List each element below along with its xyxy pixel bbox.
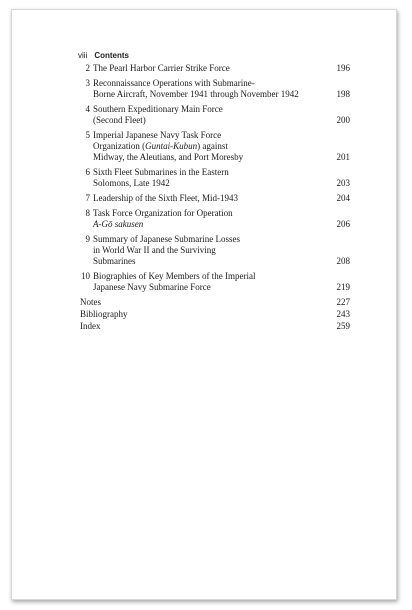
toc-entry xyxy=(80,167,350,190)
running-header xyxy=(78,51,129,60)
entry-page: 208 xyxy=(336,256,350,267)
toc-entry xyxy=(80,234,350,268)
entry-title: in World War II and the Surviving xyxy=(93,244,216,255)
entry-page: 219 xyxy=(336,282,350,293)
toc-entry xyxy=(80,193,350,204)
toc-entry xyxy=(80,309,350,320)
entry-title: Biographies of Key Members of the Imperial xyxy=(93,270,256,281)
entry-title: Midway, the Aleutians, and Port Moresby xyxy=(93,152,244,163)
entry-page: 243 xyxy=(336,308,350,319)
entry-number: 8 xyxy=(85,207,90,218)
page-title: Contents xyxy=(94,51,130,60)
entry-title: A-Gō sakusen xyxy=(93,218,144,229)
toc-entry xyxy=(80,63,350,74)
toc-entry xyxy=(80,130,350,164)
entry-title: Bibliography xyxy=(80,308,128,319)
toc-entry xyxy=(80,297,350,308)
entry-page: 200 xyxy=(336,114,350,125)
entry-page: 227 xyxy=(336,296,350,307)
entry-title: Solomons, Late 1942 xyxy=(93,178,170,189)
entry-number: 10 xyxy=(81,270,90,281)
entry-number: 2 xyxy=(85,63,90,73)
toc-entry xyxy=(80,321,350,332)
entry-page: 259 xyxy=(336,320,350,331)
entry-title: Index xyxy=(80,320,101,331)
entry-title: Imperial Japanese Navy Task Force xyxy=(93,129,222,140)
entry-page: 203 xyxy=(336,178,350,189)
entry-number: 7 xyxy=(85,192,90,203)
table-of-contents xyxy=(80,63,350,333)
entry-page: 204 xyxy=(336,192,350,203)
toc-entry xyxy=(80,208,350,231)
entry-number: 9 xyxy=(85,233,90,244)
entry-page: 198 xyxy=(336,88,350,99)
entry-title: Japanese Navy Submarine Force xyxy=(93,282,211,293)
toc-entry xyxy=(80,271,350,294)
entry-page: 206 xyxy=(336,218,350,229)
entry-title: Sixth Fleet Submarines in the Eastern xyxy=(93,166,229,177)
page-number: viii xyxy=(78,51,88,60)
entry-number: 5 xyxy=(85,129,90,140)
entry-title: Notes xyxy=(80,296,101,307)
entry-page: 196 xyxy=(336,63,350,73)
entry-title: Organization (Guntai-Kubun) against xyxy=(93,140,228,151)
entry-number: 6 xyxy=(85,166,90,177)
entry-number: 3 xyxy=(85,77,90,88)
entry-title: Submarines xyxy=(93,256,136,267)
entry-title: Southern Expeditionary Main Force xyxy=(93,103,223,114)
entry-title: The Pearl Harbor Carrier Strike Force xyxy=(93,63,230,73)
toc-entry xyxy=(80,78,350,101)
entry-title: Borne Aircraft, November 1941 through November 1942 xyxy=(93,88,299,99)
entry-title: Task Force Organization for Operation xyxy=(93,207,233,218)
entry-page: 201 xyxy=(336,152,350,163)
entry-title: Leadership of the Sixth Fleet, Mid-1943 xyxy=(93,192,238,203)
entry-title: (Second Fleet) xyxy=(93,114,146,125)
entry-number: 4 xyxy=(85,103,90,114)
entry-title: Reconnaissance Operations with Submarine- xyxy=(93,77,255,88)
toc-entry xyxy=(80,104,350,127)
entry-title: Summary of Japanese Submarine Losses xyxy=(93,233,240,244)
